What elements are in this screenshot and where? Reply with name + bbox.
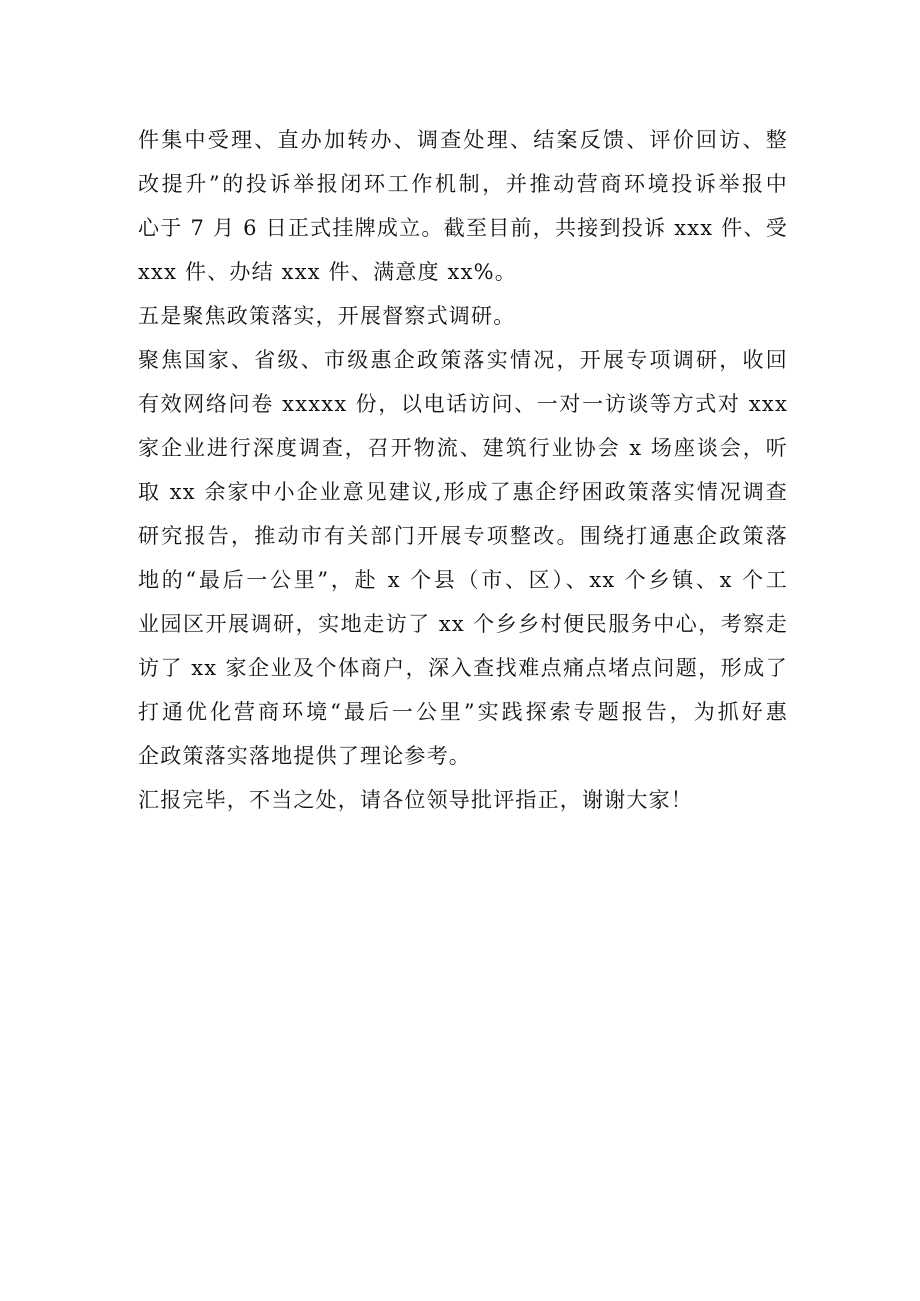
document-body [138, 118, 788, 822]
text-line: 研究报告，推动市有关部门开展专项整改。围绕打通惠企政策落 [138, 524, 788, 548]
text-line: 改提升”的投诉举报闭环工作机制，并推动营商环境投诉举报中 [138, 172, 788, 196]
paragraph-complaint-mechanism [138, 118, 788, 294]
text-line: 有效网络问卷 xxxxx 份，以电话访问、一对一访谈等方式对 xxx [138, 392, 788, 416]
section-heading-five [138, 294, 788, 338]
text-line: 件集中受理、直办加转办、调查处理、结案反馈、评价回访、整 [138, 128, 788, 152]
text-line: 企政策落实落地提供了理论参考。 [138, 744, 471, 768]
closing-text: 汇报完毕，不当之处，请各位领导批评指正，谢谢大家！ [138, 788, 693, 812]
text-line: xxx 件、办结 xxx 件、满意度 xx%。 [138, 260, 518, 284]
text-line: 取 xx 余家中小企业意见建议,形成了惠企纾困政策落实情况调查 [138, 480, 788, 504]
text-line: 地的“最后一公里”，赴 x 个县（市、区）、xx 个乡镇、x 个工 [138, 568, 788, 592]
text-line: 聚焦国家、省级、市级惠企政策落实情况，开展专项调研，收回 [138, 348, 788, 372]
text-line: 业园区开展调研，实地走访了 xx 个乡乡村便民服务中心，考察走 [138, 612, 788, 636]
text-line: 访了 xx 家企业及个体商户，深入查找难点痛点堵点问题，形成了 [138, 656, 788, 680]
paragraph-closing [138, 778, 788, 822]
section-heading-text: 五是聚焦政策落实，开展督察式调研。 [138, 304, 516, 328]
paragraph-policy-research [138, 338, 788, 778]
text-line: 心于 7 月 6 日正式挂牌成立。截至目前，共接到投诉 xxx 件、受 [138, 216, 788, 240]
text-line: 家企业进行深度调查，召开物流、建筑行业协会 x 场座谈会，听 [138, 436, 788, 460]
text-line: 打通优化营商环境“最后一公里”实践探索专题报告，为抓好惠 [138, 700, 788, 724]
